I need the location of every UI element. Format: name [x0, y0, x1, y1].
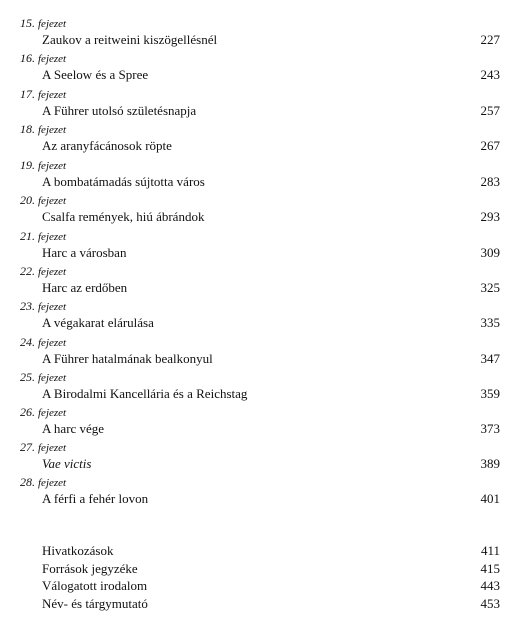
chapter-word: fejezet — [38, 407, 67, 419]
chapter-heading — [20, 405, 66, 420]
toc-entry — [0, 16, 528, 52]
chapter-title: Vae victis — [42, 456, 92, 471]
chapter-heading — [20, 158, 66, 173]
page-number: 309 — [480, 245, 500, 260]
chapter-heading — [20, 87, 66, 102]
toc-entry — [0, 475, 528, 511]
page-number: 243 — [480, 67, 500, 82]
toc-entry — [0, 229, 528, 265]
page-number: 293 — [480, 209, 500, 224]
toc-entry — [0, 405, 528, 441]
chapter-number: 17. — [20, 87, 35, 101]
page-number: 283 — [480, 174, 500, 189]
toc-entry — [0, 335, 528, 371]
toc-entry — [0, 264, 528, 300]
page-number: 325 — [480, 280, 500, 295]
chapter-title: A végakarat elárulása — [42, 315, 154, 330]
chapter-title: A férfi a fehér lovon — [42, 491, 149, 506]
appendix-page: 411 — [480, 543, 500, 558]
chapter-word: fejezet — [38, 266, 67, 278]
page-number: 267 — [480, 138, 500, 153]
page-number: 347 — [480, 351, 500, 366]
chapter-title: A Seelow és a Spree — [42, 67, 149, 82]
chapter-title: Csalfa remények, hiú ábrándok — [42, 209, 205, 224]
chapter-heading — [20, 475, 66, 490]
chapter-number: 23. — [20, 299, 35, 313]
chapter-number: 21. — [20, 229, 35, 243]
chapter-title: Az aranyfácánosok röpte — [42, 138, 172, 153]
chapter-word: fejezet — [38, 53, 67, 65]
chapter-word: fejezet — [38, 89, 67, 101]
chapter-number: 22. — [20, 264, 35, 278]
chapter-word: fejezet — [38, 124, 67, 136]
page-number: 359 — [480, 386, 500, 401]
chapter-word: fejezet — [38, 372, 67, 384]
appendix-label: Válogatott irodalom — [42, 578, 148, 593]
page-number: 257 — [480, 103, 500, 118]
toc-entry — [0, 158, 528, 194]
toc-entry — [0, 87, 528, 123]
appendix-page: 415 — [480, 561, 500, 576]
appendix-label: Hivatkozások — [42, 543, 114, 558]
chapter-word: fejezet — [38, 477, 67, 489]
appendix-page: 453 — [480, 596, 500, 611]
chapter-word: fejezet — [38, 195, 67, 207]
chapter-title: Harc az erdőben — [42, 280, 128, 295]
chapter-number: 24. — [20, 335, 35, 349]
toc-entry — [0, 440, 528, 476]
chapter-word: fejezet — [38, 231, 67, 243]
chapter-number: 16. — [20, 51, 35, 65]
chapter-word: fejezet — [38, 160, 67, 172]
chapter-heading — [20, 370, 66, 385]
appendix-entry — [0, 561, 528, 579]
chapter-title: A Führer hatalmának bealkonyul — [42, 351, 213, 366]
chapter-title: A Führer utolsó születésnapja — [42, 103, 197, 118]
chapter-title: A Birodalmi Kancellária és a Reichstag — [42, 386, 248, 401]
chapter-word: fejezet — [38, 18, 67, 30]
chapter-heading — [20, 193, 66, 208]
page-number: 389 — [480, 456, 500, 471]
page-number: 335 — [480, 315, 500, 330]
chapter-heading — [20, 229, 66, 244]
chapter-number: 15. — [20, 16, 35, 30]
chapter-title: A harc vége — [42, 421, 105, 436]
chapter-heading — [20, 122, 66, 137]
chapter-number: 28. — [20, 475, 35, 489]
chapter-title: A bombatámadás sújtotta város — [42, 174, 205, 189]
appendix-entry — [0, 578, 528, 596]
chapter-heading — [20, 299, 66, 314]
toc-entry — [0, 51, 528, 87]
toc-entry — [0, 122, 528, 158]
chapter-heading — [20, 51, 66, 66]
chapter-number: 26. — [20, 405, 35, 419]
appendix-label: Név- és tárgymutató — [42, 596, 148, 611]
chapter-word: fejezet — [38, 337, 67, 349]
appendix-page: 443 — [480, 578, 500, 593]
appendix-entry — [0, 596, 528, 614]
chapter-number: 27. — [20, 440, 35, 454]
chapter-heading — [20, 335, 66, 350]
chapter-heading — [20, 16, 66, 31]
chapter-title: Zaukov a reitweini kiszögellésnél — [42, 32, 218, 47]
chapter-heading — [20, 264, 66, 279]
chapter-word: fejezet — [38, 301, 67, 313]
page-number: 227 — [480, 32, 500, 47]
chapter-title: Harc a városban — [42, 245, 127, 260]
page-number: 401 — [480, 491, 500, 506]
chapter-number: 18. — [20, 122, 35, 136]
toc-entry — [0, 370, 528, 406]
appendix-entry — [0, 543, 528, 561]
appendix-label: Források jegyzéke — [42, 561, 138, 576]
chapter-number: 19. — [20, 158, 35, 172]
toc-entry — [0, 299, 528, 335]
chapter-number: 25. — [20, 370, 35, 384]
chapter-heading — [20, 440, 66, 455]
toc-entry — [0, 193, 528, 229]
chapter-word: fejezet — [38, 442, 67, 454]
page-number: 373 — [480, 421, 500, 436]
chapter-number: 20. — [20, 193, 35, 207]
